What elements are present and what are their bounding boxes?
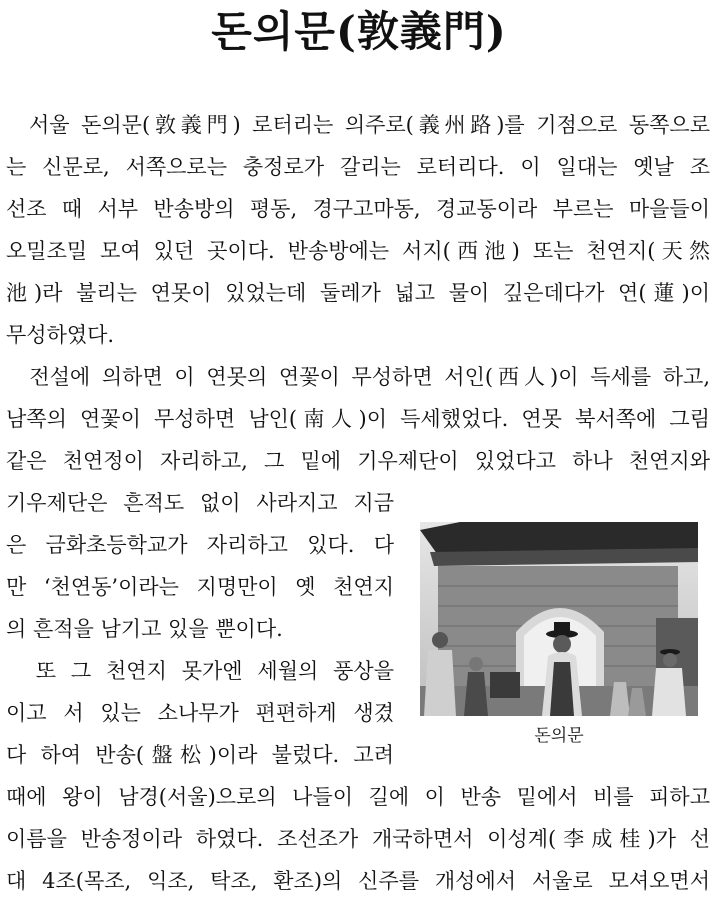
text-line: 또 그 천연지 못가엔 세월의 풍상을 <box>6 659 394 683</box>
text-line: 만 ‘천연동’이라는 지명만이 옛 천연지 <box>6 575 394 599</box>
text-line: 池)라 불리는 연못이 있었는데 둘레가 넓고 물이 깊은데다가 연(蓮)이 <box>6 281 710 305</box>
text-line: 의 흔적을 남기고 있을 뿐이다. <box>6 617 283 641</box>
photo-caption: 돈의문 <box>534 726 584 746</box>
text-line: 무성하였다. <box>6 323 115 347</box>
text-line: 은 금화초등학교가 자리하고 있다. 다 <box>6 533 394 557</box>
text-line: 는 신문로, 서쪽으로는 충정로가 갈리는 로터리다. 이 일대는 옛날 조 <box>6 155 710 179</box>
gate-photo <box>420 522 698 716</box>
text-line: 기우제단은 흔적도 없이 사라지고 지금 <box>6 491 394 515</box>
text-line: 이고 서 있는 소나무가 편편하게 생겼 <box>6 701 394 725</box>
text-line: 이름을 반송정이라 하였다. 조선조가 개국하면서 이성계(李成桂)가 선 <box>6 827 710 851</box>
old-gate-photo-icon <box>420 522 698 716</box>
text-line: 서울 돈의문(敦義門) 로터리는 의주로(義州路)를 기점으로 동쪽으로 <box>6 113 710 137</box>
text-line: 남쪽의 연꽃이 무성하면 남인(南人)이 득세했었다. 연못 북서쪽에 그림 <box>6 407 710 431</box>
text-line: 전설에 의하면 이 연못의 연꽃이 무성하면 서인(西人)이 득세를 하고, <box>6 365 710 389</box>
text-line: 같은 천연정이 자리하고, 그 밑에 기우제단이 있었다고 하나 천연지와 <box>6 449 710 473</box>
text-line: 때에 왕이 남경(서울)으로의 나들이 길에 이 반송 밑에서 비를 피하고 <box>6 785 710 809</box>
page-title: 돈의문(敦義門) <box>211 7 507 56</box>
text-line: 선조 때 서부 반송방의 평동, 경구고마동, 경교동이라 부르는 마을들이 <box>6 197 710 221</box>
text-line: 오밀조밀 모여 있던 곳이다. 반송방에는 서지(西池) 또는 천연지(天然 <box>6 239 710 263</box>
text-line: 대 4조(목조, 익조, 탁조, 환조)의 신주를 개성에서 서울로 모셔오면서 <box>6 869 710 893</box>
text-line: 다 하여 반송(盤松)이라 불렀다. 고려 <box>6 743 394 767</box>
